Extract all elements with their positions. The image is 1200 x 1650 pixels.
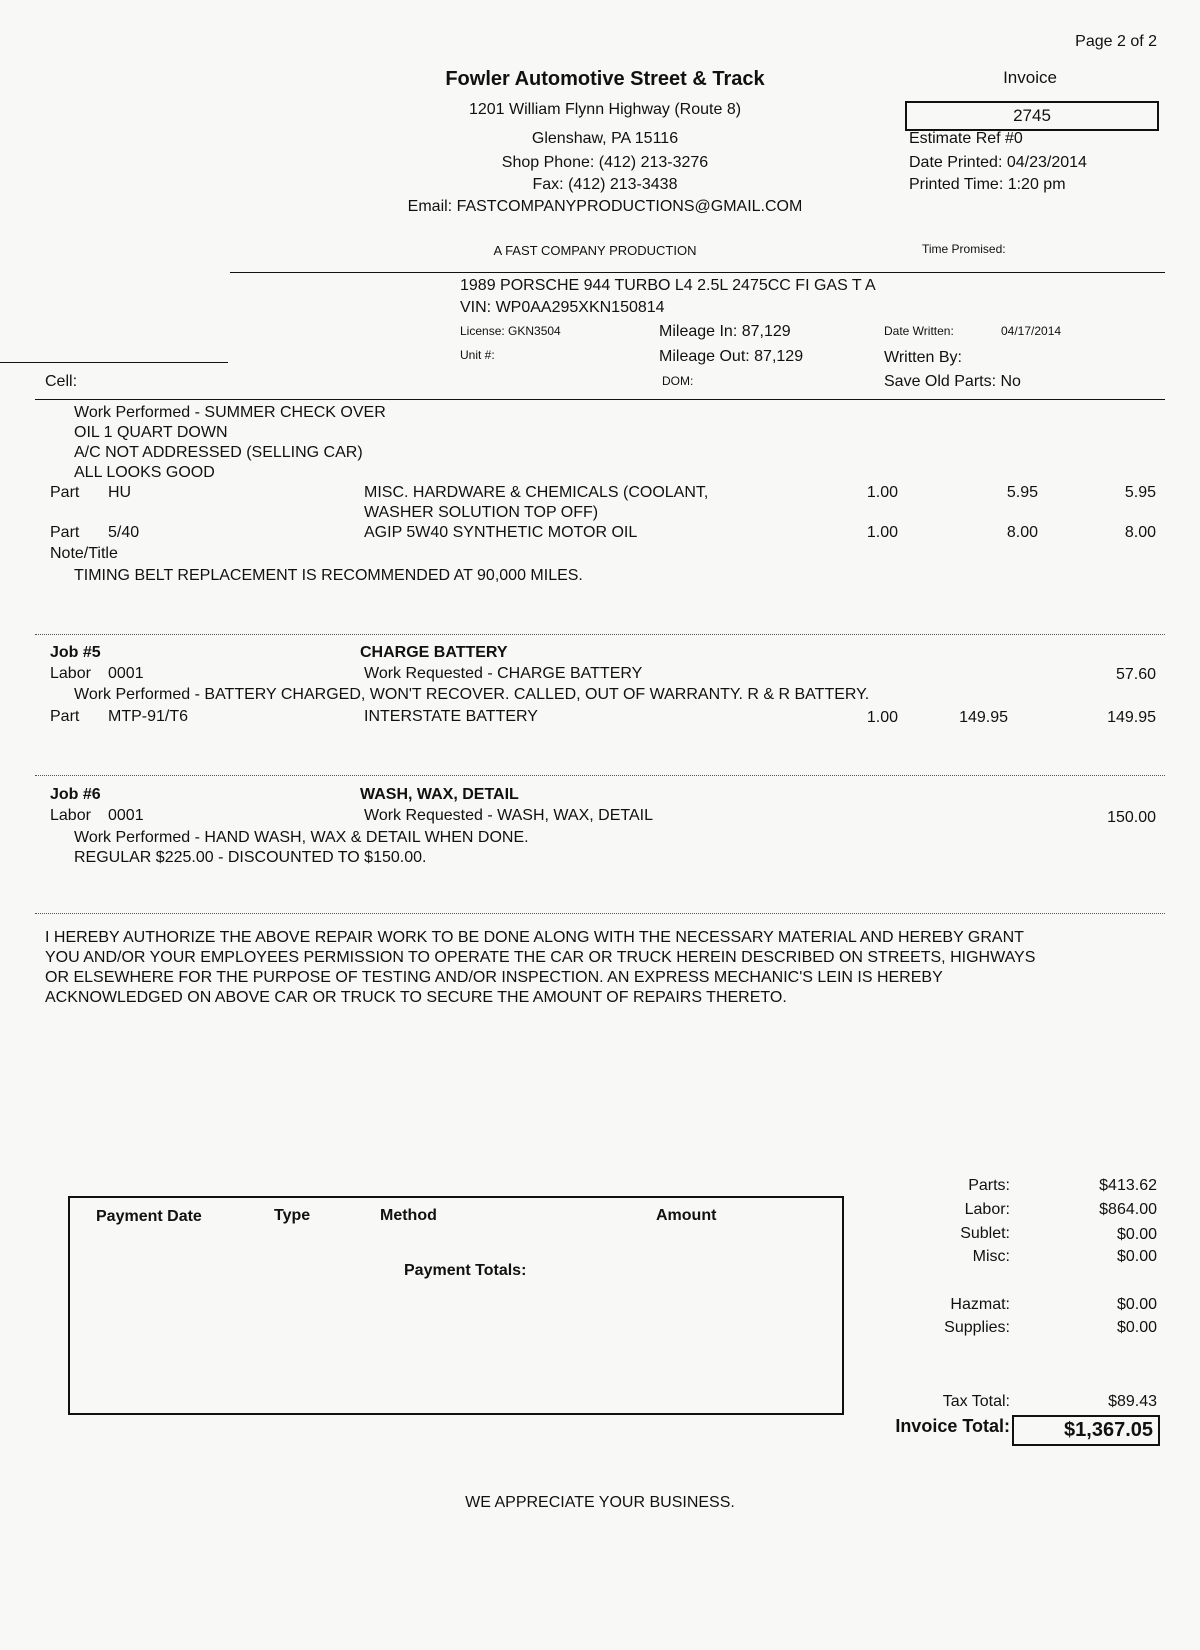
line-description-2: WASHER SOLUTION TOP OFF) [364, 504, 599, 521]
shop-email: Email: FASTCOMPANYPRODUCTIONS@GMAIL.COM [407, 198, 803, 215]
line-total: 5.95 [1124, 484, 1156, 501]
misc-label: Misc: [972, 1248, 1010, 1265]
line-total: 8.00 [1124, 524, 1156, 541]
hazmat-total: $0.00 [1116, 1296, 1157, 1313]
job-divider [35, 775, 1165, 776]
labor-label: Labor: [964, 1201, 1010, 1218]
vehicle-unit: Unit #: [460, 348, 495, 362]
note-text: TIMING BELT REPLACEMENT IS RECOMMENDED AT 90,000 MILES. [74, 567, 583, 584]
save-old-parts: Save Old Parts: No [884, 373, 1021, 390]
supplies-label: Supplies: [944, 1319, 1010, 1336]
job-title: CHARGE BATTERY [360, 644, 508, 661]
invoice-total-label: Invoice Total: [895, 1416, 1010, 1436]
line-total: 149.95 [1107, 709, 1156, 726]
mileage-in: Mileage In: 87,129 [659, 323, 791, 340]
line-code: HU [108, 484, 132, 501]
header-divider [230, 272, 1165, 273]
shop-address-1: 1201 William Flynn Highway (Route 8) [468, 101, 742, 118]
line-price: 5.95 [1006, 484, 1038, 501]
authorization-line: YOU AND/OR YOUR EMPLOYEES PERMISSION TO OPERATE THE CAR OR TRUCK HEREIN DESCRIBED ON STREETS, HIGHWAYS [45, 949, 1036, 966]
parts-label: Parts: [968, 1177, 1010, 1194]
shop-fax: Fax: (412) 213-3438 [532, 176, 678, 193]
work-performed-line: ALL LOOKS GOOD [74, 464, 215, 481]
invoice-number-box [905, 101, 1159, 131]
labor-total: $864.00 [1099, 1201, 1157, 1218]
doc-type: Invoice [1003, 68, 1057, 87]
work-requested: Work Requested - CHARGE BATTERY [364, 665, 643, 682]
line-qty: 1.00 [866, 709, 898, 726]
cell-divider [0, 362, 228, 363]
line-price: 8.00 [1006, 524, 1038, 541]
work-requested: Work Requested - WASH, WAX, DETAIL [364, 807, 653, 824]
labor-code: 0001 [108, 665, 144, 682]
misc-total: $0.00 [1116, 1248, 1157, 1265]
job-label: Job #6 [50, 786, 101, 803]
line-code: MTP-91/T6 [108, 708, 189, 725]
line-type: Part [50, 524, 80, 541]
line-qty: 1.00 [866, 484, 898, 501]
date-written: 04/17/2014 [1001, 324, 1062, 338]
supplies-total: $0.00 [1116, 1319, 1157, 1336]
labor-code: 0001 [108, 807, 144, 824]
job-divider [35, 913, 1165, 914]
authorization-line: ACKNOWLEDGED ON ABOVE CAR OR TRUCK TO SECURE THE AMOUNT OF REPAIRS THERETO. [45, 989, 787, 1006]
work-performed: Work Performed - HAND WASH, WAX & DETAIL WHEN DONE. [74, 829, 529, 846]
hazmat-label: Hazmat: [950, 1296, 1010, 1313]
estimate-ref: Estimate Ref #0 [909, 130, 1023, 147]
vehicle-divider [35, 399, 1165, 400]
labor-type: Labor [50, 665, 91, 682]
work-performed-line: A/C NOT ADDRESSED (SELLING CAR) [74, 444, 363, 461]
line-price: 149.95 [959, 709, 1008, 726]
tax-label: Tax Total: [942, 1393, 1010, 1410]
tax-total: $89.43 [1108, 1393, 1157, 1410]
footer-message: WE APPRECIATE YOUR BUSINESS. [465, 1494, 735, 1511]
cell-label: Cell: [45, 373, 78, 390]
mileage-out: Mileage Out: 87,129 [659, 348, 804, 365]
line-type: Part [50, 484, 80, 501]
line-type: Part [50, 708, 80, 725]
work-performed: Work Performed - BATTERY CHARGED, WON'T RECOVER. CALLED, OUT OF WARRANTY. R & R BATTERY. [74, 686, 870, 703]
work-performed-line: OIL 1 QUART DOWN [74, 424, 228, 441]
sublet-label: Sublet: [960, 1225, 1010, 1242]
vehicle-vin: VIN: WP0AA295XKN150814 [460, 299, 665, 316]
payment-box [68, 1196, 844, 1415]
payment-date-header: Payment Date [96, 1208, 202, 1225]
invoice-total-box [1012, 1415, 1160, 1446]
invoice-total: $1,367.05 [1064, 1419, 1153, 1441]
work-performed-2: REGULAR $225.00 - DISCOUNTED TO $150.00. [74, 849, 427, 866]
job-title: WASH, WAX, DETAIL [360, 786, 519, 803]
invoice-number: 2745 [1013, 106, 1051, 125]
time-promised: Time Promised: [922, 242, 1006, 256]
date-written-label: Date Written: [884, 324, 954, 338]
line-qty: 1.00 [866, 524, 898, 541]
job-divider [35, 634, 1165, 635]
payment-method-header: Method [380, 1207, 437, 1224]
printed-time: Printed Time: 1:20 pm [909, 176, 1066, 193]
written-by: Written By: [884, 349, 962, 366]
authorization-line: I HEREBY AUTHORIZE THE ABOVE REPAIR WORK TO BE DONE ALONG WITH THE NECESSARY MATERIAL AND HEREBY GRANT [45, 929, 1024, 946]
work-performed-line: Work Performed - SUMMER CHECK OVER [74, 404, 386, 421]
job-label: Job #5 [50, 644, 101, 661]
page-indicator: Page 2 of 2 [1075, 33, 1157, 50]
shop-phone: Shop Phone: (412) 213-3276 [501, 154, 709, 171]
payment-totals-label: Payment Totals: [404, 1262, 527, 1279]
line-description: MISC. HARDWARE & CHEMICALS (COOLANT, [364, 484, 709, 501]
tagline: A FAST COMPANY PRODUCTION [493, 243, 697, 258]
line-description: INTERSTATE BATTERY [364, 708, 538, 725]
labor-type: Labor [50, 807, 91, 824]
line-description: AGIP 5W40 SYNTHETIC MOTOR OIL [364, 524, 638, 541]
vehicle-description: 1989 PORSCHE 944 TURBO L4 2.5L 2475CC FI GAS T A [460, 277, 876, 294]
payment-type-header: Type [274, 1207, 311, 1224]
note-label: Note/Title [50, 545, 118, 562]
dom: DOM: [662, 374, 694, 388]
parts-total: $413.62 [1099, 1177, 1157, 1194]
authorization-line: OR ELSEWHERE FOR THE PURPOSE OF TESTING AND/OR INSPECTION. AN EXPRESS MECHANIC'S LEIN IS HEREBY [45, 969, 943, 986]
line-code: 5/40 [108, 524, 140, 541]
date-printed: Date Printed: 04/23/2014 [909, 154, 1087, 171]
vehicle-license: License: GKN3504 [460, 324, 561, 338]
payment-amount-header: Amount [656, 1207, 717, 1224]
shop-address-2: Glenshaw, PA 15116 [531, 130, 679, 147]
sublet-total: $0.00 [1116, 1226, 1157, 1243]
labor-total: 57.60 [1115, 666, 1156, 683]
labor-total: 150.00 [1107, 809, 1156, 826]
shop-name: Fowler Automotive Street & Track [445, 68, 765, 90]
